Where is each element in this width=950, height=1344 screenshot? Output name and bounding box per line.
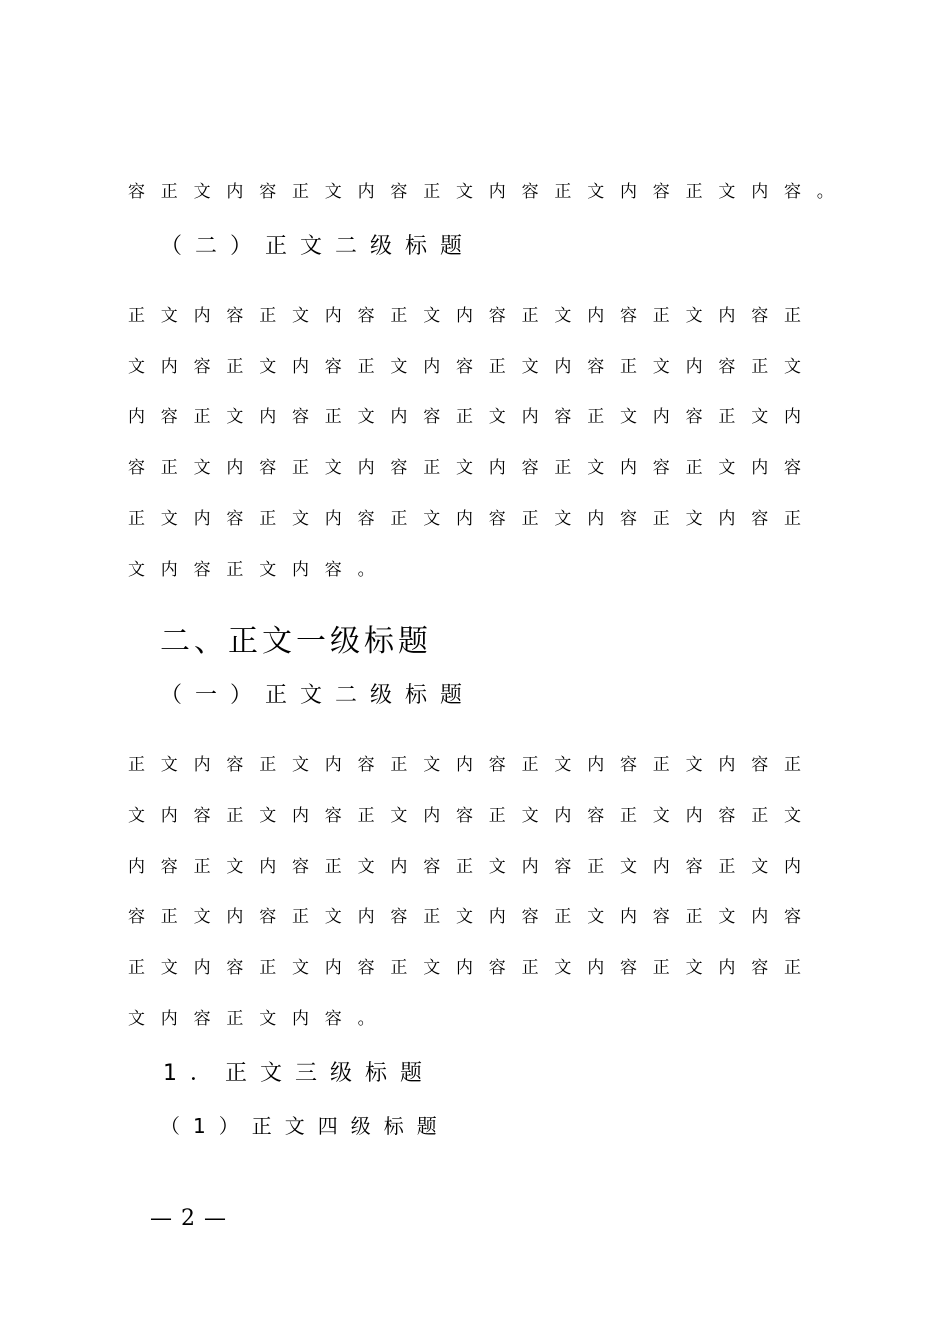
body-text-line: 正文内容正文内容正文内容正文内容正文内容正 [128, 755, 817, 775]
body-text-line: 文内容正文内容。 [128, 1009, 391, 1029]
body-text-line: 文内容正文内容。 [128, 560, 391, 580]
body-text-line: 容正文内容正文内容正文内容正文内容正文内容。 [128, 182, 850, 202]
section-heading-level-4: （1）正文四级标题 [160, 1114, 450, 1138]
section-heading-level-2: （一）正文二级标题 [160, 683, 476, 708]
body-text-line: 内容正文内容正文内容正文内容正文内容正文内 [128, 857, 817, 877]
body-text-line: 容正文内容正文内容正文内容正文内容正文内容 [128, 907, 817, 927]
body-text-line: 文内容正文内容正文内容正文内容正文内容正文 [128, 806, 817, 826]
body-text-line: 内容正文内容正文内容正文内容正文内容正文内 [128, 407, 817, 427]
section-heading-level-2: （二）正文二级标题 [160, 234, 476, 259]
body-text-line: 正文内容正文内容正文内容正文内容正文内容正 [128, 509, 817, 529]
page-number: — 2 — [150, 1206, 227, 1231]
section-heading-level-3: 1．正文三级标题 [163, 1061, 435, 1086]
body-text-line: 正文内容正文内容正文内容正文内容正文内容正 [128, 306, 817, 326]
body-text-line: 正文内容正文内容正文内容正文内容正文内容正 [128, 958, 817, 978]
body-text-line: 容正文内容正文内容正文内容正文内容正文内容 [128, 458, 817, 478]
section-heading-level-1: 二、正文一级标题 [160, 624, 432, 659]
body-text-line: 文内容正文内容正文内容正文内容正文内容正文 [128, 357, 817, 377]
